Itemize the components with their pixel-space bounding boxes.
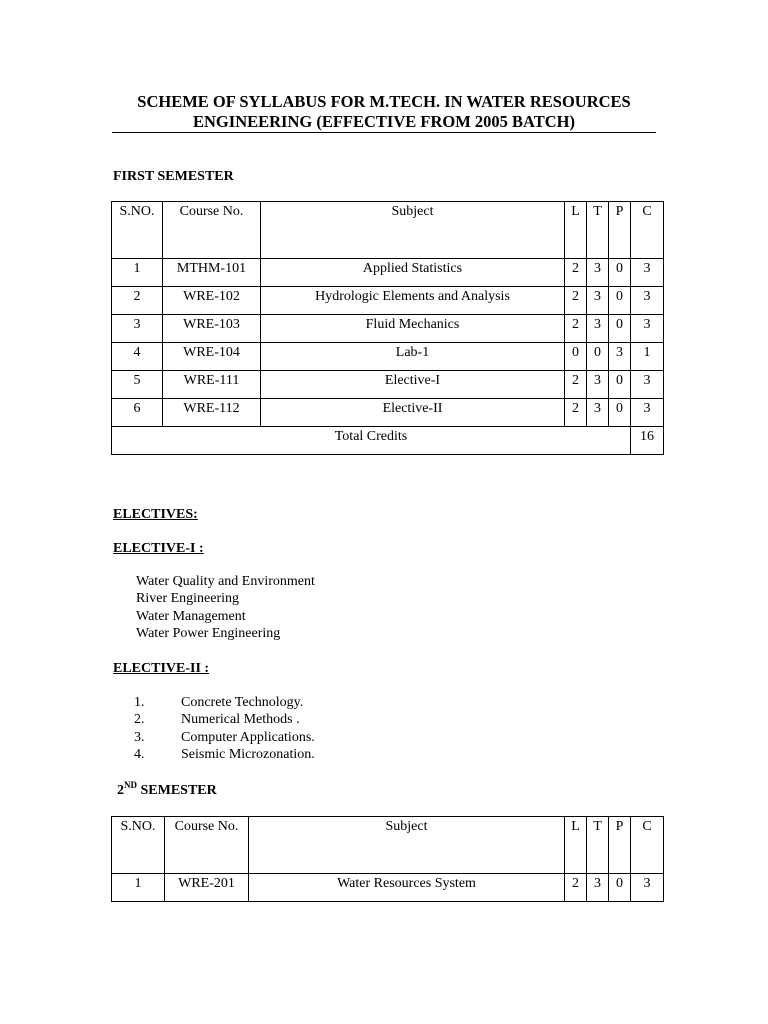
column-header-l: L <box>565 817 587 874</box>
column-header-t: T <box>587 817 609 874</box>
table-row <box>112 874 664 902</box>
electives-heading: ELECTIVES: <box>113 507 198 522</box>
cell-t: 3 <box>587 259 609 287</box>
cell-sno: 4 <box>112 343 163 371</box>
cell-t: 0 <box>587 343 609 371</box>
cell-l: 2 <box>565 287 587 315</box>
column-header-l: L <box>565 202 587 259</box>
cell-sno: 6 <box>112 399 163 427</box>
total-credits-value: 16 <box>631 427 664 455</box>
table-row <box>112 315 664 343</box>
cell-p: 0 <box>609 287 631 315</box>
cell-course-no: WRE-104 <box>163 343 261 371</box>
table-row <box>112 259 664 287</box>
cell-p: 0 <box>609 315 631 343</box>
cell-course-no: WRE-201 <box>165 874 249 902</box>
list-item <box>134 694 315 711</box>
cell-t: 3 <box>587 287 609 315</box>
cell-c: 3 <box>631 315 664 343</box>
elective-2-list <box>134 694 315 763</box>
list-item-text: Seismic Microzonation. <box>181 746 315 762</box>
list-item: River Engineering <box>136 591 240 607</box>
cell-sno: 1 <box>112 259 163 287</box>
list-item <box>134 711 315 728</box>
cell-l: 2 <box>565 371 587 399</box>
cell-t: 3 <box>587 874 609 902</box>
cell-sno: 3 <box>112 315 163 343</box>
cell-t: 3 <box>587 399 609 427</box>
page-title <box>112 92 656 132</box>
first-semester-heading: FIRST SEMESTER <box>113 169 234 184</box>
first-semester-table <box>111 201 664 455</box>
column-header-c: C <box>631 202 664 259</box>
column-header-course-no: Course No. <box>165 817 249 874</box>
second-semester-heading-number: 2 <box>117 783 124 798</box>
cell-t: 3 <box>587 371 609 399</box>
list-item-number: 4. <box>134 746 145 762</box>
table-row <box>112 343 664 371</box>
list-item-number: 1. <box>134 695 145 710</box>
column-header-course-no: Course No. <box>163 202 261 259</box>
list-item-text: Numerical Methods . <box>181 712 300 728</box>
cell-c: 3 <box>631 874 664 902</box>
column-header-c: C <box>631 817 664 874</box>
elective-1-list <box>136 573 315 642</box>
cell-course-no: MTHM-101 <box>163 259 261 287</box>
cell-sno: 1 <box>112 874 165 902</box>
cell-c: 3 <box>631 287 664 315</box>
list-item-number: 3. <box>134 729 145 745</box>
list-item: Water Quality and Environment <box>136 574 315 589</box>
second-semester-table <box>111 816 664 902</box>
cell-subject: Applied Statistics <box>261 259 565 287</box>
table-header-row <box>112 817 664 874</box>
cell-p: 0 <box>609 399 631 427</box>
cell-sno: 5 <box>112 371 163 399</box>
column-header-p: P <box>609 817 631 874</box>
column-header-p: P <box>609 202 631 259</box>
elective-1-heading: ELECTIVE-I : <box>113 541 204 556</box>
cell-course-no: WRE-102 <box>163 287 261 315</box>
cell-p: 3 <box>609 343 631 371</box>
cell-l: 2 <box>565 399 587 427</box>
table-row <box>112 287 664 315</box>
cell-subject: Hydrologic Elements and Analysis <box>261 287 565 315</box>
table-row <box>112 371 664 399</box>
cell-c: 1 <box>631 343 664 371</box>
cell-course-no: WRE-111 <box>163 371 261 399</box>
cell-c: 3 <box>631 259 664 287</box>
list-item-number: 2. <box>134 712 145 728</box>
column-header-sno: S.NO. <box>112 817 165 874</box>
column-header-subject: Subject <box>249 817 565 874</box>
cell-l: 0 <box>565 343 587 371</box>
cell-subject: Fluid Mechanics <box>261 315 565 343</box>
list-item-text: Concrete Technology. <box>181 695 304 710</box>
second-semester-heading-text: SEMESTER <box>137 783 217 798</box>
column-header-t: T <box>587 202 609 259</box>
cell-p: 0 <box>609 259 631 287</box>
cell-l: 2 <box>565 315 587 343</box>
cell-t: 3 <box>587 315 609 343</box>
cell-p: 0 <box>609 371 631 399</box>
list-item-text: Computer Applications. <box>181 729 315 745</box>
list-item: Water Power Engineering <box>136 625 281 641</box>
cell-course-no: WRE-112 <box>163 399 261 427</box>
page-title-line-2: ENGINEERING (EFFECTIVE FROM 2005 BATCH) <box>193 112 575 131</box>
total-credits-label: Total Credits <box>112 427 631 455</box>
cell-c: 3 <box>631 399 664 427</box>
cell-l: 2 <box>565 259 587 287</box>
cell-p: 0 <box>609 874 631 902</box>
column-header-sno: S.NO. <box>112 202 163 259</box>
list-item: Water Management <box>136 608 246 624</box>
column-header-subject: Subject <box>261 202 565 259</box>
page-title-line-1: SCHEME OF SYLLABUS FOR M.TECH. IN WATER RESOURCES <box>137 92 631 111</box>
cell-c: 3 <box>631 371 664 399</box>
total-credits-row <box>112 427 664 455</box>
elective-2-heading: ELECTIVE-II : <box>113 661 210 676</box>
cell-course-no: WRE-103 <box>163 315 261 343</box>
cell-subject: Elective-I <box>261 371 565 399</box>
cell-subject: Elective-II <box>261 399 565 427</box>
cell-l: 2 <box>565 874 587 902</box>
cell-subject: Water Resources System <box>249 874 565 902</box>
list-item <box>134 729 315 746</box>
table-row <box>112 399 664 427</box>
title-divider <box>112 132 656 133</box>
second-semester-heading-suffix: ND <box>124 780 137 790</box>
list-item <box>134 746 315 763</box>
cell-subject: Lab-1 <box>261 343 565 371</box>
cell-sno: 2 <box>112 287 163 315</box>
second-semester-heading <box>117 782 217 800</box>
table-header-row <box>112 202 664 259</box>
